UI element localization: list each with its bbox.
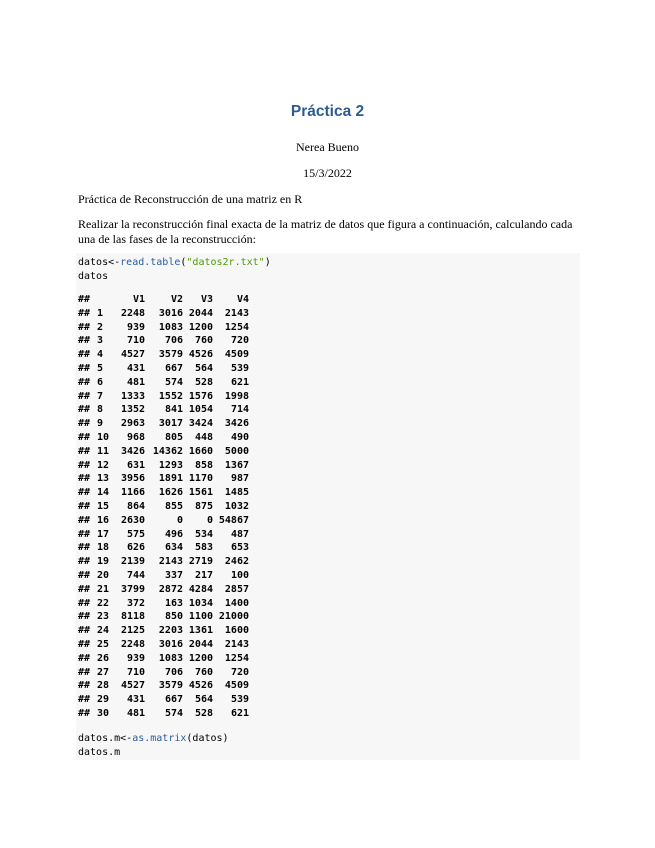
cell-v1: 631 — [126, 459, 145, 471]
row-index: 3 — [97, 335, 104, 347]
cell-v4: 1600 — [224, 625, 249, 637]
row-index: 8 — [97, 404, 104, 416]
cell-v4: 539 — [230, 362, 249, 374]
table-row — [78, 707, 249, 721]
row-index: 2 — [97, 321, 104, 333]
cell-v3: 4284 — [188, 583, 213, 595]
row-index: 18 — [97, 542, 110, 554]
table-row — [78, 362, 249, 376]
cell-v3: 564 — [194, 694, 213, 706]
cell-v2: 14362 — [152, 445, 183, 457]
cell-v1: 1333 — [121, 390, 146, 402]
table-row — [78, 555, 249, 569]
output-prefix: ## — [78, 680, 91, 692]
cell-v3: 760 — [194, 335, 213, 347]
cell-v2: 574 — [164, 376, 183, 388]
row-index: 1 — [97, 307, 104, 319]
column-header-v2: V2 — [170, 294, 183, 305]
table-row — [78, 624, 249, 638]
output-prefix: ## — [78, 611, 91, 623]
cell-v3: 1561 — [188, 487, 213, 499]
cell-v3: 3424 — [188, 418, 213, 430]
cell-v4: 490 — [230, 431, 249, 443]
cell-v1: 2963 — [121, 418, 146, 430]
table-row — [78, 417, 249, 431]
table-row — [78, 541, 249, 555]
cell-v4: 5000 — [224, 445, 249, 457]
cell-v1: 626 — [126, 542, 145, 554]
cell-v1: 431 — [126, 362, 145, 374]
cell-v1: 939 — [126, 652, 145, 664]
cell-v4: 4509 — [224, 680, 249, 692]
row-index: 5 — [97, 362, 104, 374]
output-prefix: ## — [78, 321, 91, 333]
output-prefix: ## — [78, 390, 91, 402]
cell-v2: 1083 — [158, 321, 183, 333]
cell-v2: 855 — [164, 500, 183, 512]
cell-v1: 1352 — [121, 404, 146, 416]
cell-v4: 21000 — [218, 611, 249, 623]
intro-paragraph: Práctica de Reconstrucción de una matriz en R — [78, 192, 303, 206]
cell-v3: 583 — [194, 542, 213, 554]
table-row — [78, 376, 249, 390]
cell-v3: 528 — [194, 376, 213, 388]
cell-v3: 1576 — [188, 390, 213, 402]
cell-v2: 0 — [176, 514, 183, 526]
output-prefix: ## — [78, 418, 91, 430]
row-index: 17 — [97, 528, 110, 540]
cell-v1: 1166 — [121, 487, 146, 499]
cell-v3: 858 — [194, 459, 213, 471]
cell-v1: 2139 — [121, 556, 146, 568]
code-var: datos — [78, 257, 109, 268]
table-row — [78, 403, 249, 417]
row-index: 16 — [97, 514, 110, 526]
cell-v4: 2143 — [224, 638, 249, 650]
cell-v3: 1054 — [188, 404, 213, 416]
cell-v1: 2630 — [121, 514, 146, 526]
table-row — [78, 459, 249, 473]
code-paren-close: ) — [222, 733, 229, 744]
cell-v1: 3956 — [121, 473, 146, 485]
cell-v4: 4509 — [224, 349, 249, 361]
cell-v4: 2143 — [224, 307, 249, 319]
output-prefix: ## — [78, 335, 91, 347]
cell-v1: 372 — [126, 597, 145, 609]
cell-v3: 2044 — [188, 638, 213, 650]
row-index: 14 — [97, 487, 110, 499]
cell-v4: 714 — [230, 404, 249, 416]
code-as-matrix — [78, 732, 229, 760]
code-assign-op: <- — [120, 733, 133, 744]
cell-v2: 805 — [164, 431, 183, 443]
output-prefix: ## — [78, 597, 91, 609]
cell-v3: 760 — [194, 666, 213, 678]
cell-v2: 1891 — [158, 473, 183, 485]
cell-v4: 1998 — [224, 390, 249, 402]
cell-v2: 667 — [164, 362, 183, 374]
output-prefix: ## — [78, 694, 91, 706]
row-index: 28 — [97, 680, 110, 692]
table-row — [78, 597, 249, 611]
output-prefix: ## — [78, 583, 91, 595]
row-index: 10 — [97, 431, 110, 443]
column-header-v3: V3 — [200, 294, 213, 305]
r-code-block — [76, 253, 580, 760]
cell-v2: 3579 — [158, 680, 183, 692]
document-date: 15/3/2022 — [303, 166, 352, 180]
row-index: 12 — [97, 459, 110, 471]
cell-v2: 574 — [164, 707, 183, 719]
cell-v4: 1254 — [224, 321, 249, 333]
code-read-table — [78, 256, 271, 284]
code-var: datos.m — [78, 733, 121, 744]
cell-v2: 1626 — [158, 487, 183, 499]
cell-v3: 1361 — [188, 625, 213, 637]
cell-v3: 448 — [194, 431, 213, 443]
cell-v2: 706 — [164, 666, 183, 678]
cell-v4: 1485 — [224, 487, 249, 499]
cell-v3: 4526 — [188, 349, 213, 361]
cell-v3: 534 — [194, 528, 213, 540]
cell-v3: 2719 — [188, 556, 213, 568]
cell-v2: 850 — [164, 611, 183, 623]
cell-v1: 4527 — [121, 680, 146, 692]
cell-v1: 710 — [126, 335, 145, 347]
row-index: 20 — [97, 569, 110, 581]
table-row — [78, 652, 249, 666]
output-prefix: ## — [78, 473, 91, 485]
cell-v4: 987 — [230, 473, 249, 485]
cell-v4: 3426 — [224, 418, 249, 430]
output-prefix: ## — [78, 556, 91, 568]
row-index: 25 — [97, 638, 110, 650]
cell-v2: 163 — [164, 597, 183, 609]
output-prefix: ## — [78, 528, 91, 540]
output-prefix: ## — [78, 542, 91, 554]
output-prefix: ## — [78, 307, 91, 319]
cell-v1: 4527 — [121, 349, 146, 361]
cell-v1: 744 — [126, 569, 145, 581]
code-arg: datos — [192, 733, 223, 744]
output-prefix: ## — [78, 652, 91, 664]
row-index: 22 — [97, 597, 110, 609]
cell-v2: 496 — [164, 528, 183, 540]
output-prefix: ## — [78, 404, 91, 416]
cell-v2: 2203 — [158, 625, 183, 637]
output-prefix: ## — [78, 445, 91, 457]
code-function: read.table — [120, 257, 181, 268]
row-index: 26 — [97, 652, 110, 664]
code-print-line: datos.m — [78, 746, 121, 758]
cell-v3: 0 — [206, 514, 213, 526]
cell-v1: 2125 — [121, 625, 146, 637]
table-row — [78, 486, 249, 500]
cell-v4: 1254 — [224, 652, 249, 664]
cell-v4: 621 — [230, 707, 249, 719]
cell-v2: 2872 — [158, 583, 183, 595]
output-prefix: ## — [78, 349, 91, 361]
cell-v3: 4526 — [188, 680, 213, 692]
row-index: 7 — [97, 390, 104, 402]
table-row — [78, 514, 249, 528]
output-prefix: ## — [78, 707, 91, 719]
cell-v2: 667 — [164, 694, 183, 706]
code-assign-op: <- — [108, 257, 121, 268]
output-prefix: ## — [78, 625, 91, 637]
table-row — [78, 472, 249, 486]
cell-v4: 54867 — [218, 514, 249, 526]
cell-v2: 706 — [164, 335, 183, 347]
cell-v4: 2857 — [224, 583, 249, 595]
cell-v3: 217 — [194, 569, 213, 581]
output-prefix: ## — [78, 514, 91, 526]
cell-v4: 1367 — [224, 459, 249, 471]
column-header-v4: V4 — [236, 294, 249, 305]
table-row — [78, 679, 249, 693]
cell-v4: 621 — [230, 376, 249, 388]
column-header-v1: V1 — [132, 294, 145, 305]
row-index: 30 — [97, 707, 110, 719]
output-prefix: ## — [78, 294, 91, 305]
table-row — [78, 334, 249, 348]
cell-v1: 939 — [126, 321, 145, 333]
row-index: 9 — [97, 418, 104, 430]
cell-v2: 1083 — [158, 652, 183, 664]
row-index: 29 — [97, 694, 110, 706]
table-row — [78, 445, 249, 459]
cell-v2: 337 — [164, 569, 183, 581]
cell-v2: 634 — [164, 542, 183, 554]
cell-v2: 1293 — [158, 459, 183, 471]
cell-v4: 720 — [230, 666, 249, 678]
cell-v1: 481 — [126, 376, 145, 388]
code-paren-open: ( — [186, 733, 193, 744]
output-prefix: ## — [78, 376, 91, 388]
cell-v1: 2248 — [121, 638, 146, 650]
table-row — [78, 666, 249, 680]
table-row — [78, 500, 249, 514]
cell-v2: 3016 — [158, 638, 183, 650]
cell-v4: 1400 — [224, 597, 249, 609]
table-row — [78, 693, 249, 707]
cell-v1: 710 — [126, 666, 145, 678]
table-row — [78, 390, 249, 404]
cell-v1: 3799 — [121, 583, 146, 595]
row-index: 15 — [97, 500, 110, 512]
cell-v4: 2462 — [224, 556, 249, 568]
cell-v1: 8118 — [121, 611, 146, 623]
document-title: Práctica 2 — [290, 103, 365, 120]
cell-v4: 1032 — [224, 500, 249, 512]
cell-v3: 1100 — [188, 611, 213, 623]
cell-v3: 1200 — [188, 321, 213, 333]
cell-v2: 2143 — [158, 556, 183, 568]
output-prefix: ## — [78, 638, 91, 650]
row-index: 13 — [97, 473, 110, 485]
output-prefix: ## — [78, 487, 91, 499]
row-index: 21 — [97, 583, 110, 595]
code-paren-close: ) — [264, 257, 271, 268]
table-row — [78, 348, 249, 362]
output-prefix: ## — [78, 459, 91, 471]
cell-v2: 3579 — [158, 349, 183, 361]
row-index: 19 — [97, 556, 110, 568]
cell-v1: 431 — [126, 694, 145, 706]
cell-v1: 968 — [126, 431, 145, 443]
table-row — [78, 431, 249, 445]
cell-v2: 1552 — [158, 390, 183, 402]
code-string-arg: "datos2r.txt" — [186, 257, 265, 268]
cell-v2: 3017 — [158, 418, 183, 430]
table-row — [78, 583, 249, 597]
cell-v3: 564 — [194, 362, 213, 374]
output-header-row — [78, 293, 249, 307]
cell-v3: 1200 — [188, 652, 213, 664]
cell-v1: 3426 — [121, 445, 146, 457]
instructions-paragraph: Realizar la reconstrucción final exacta de la matriz de datos que figura a continuación, calculando cada una de las fases de la reconstrucción: — [78, 217, 573, 246]
table-row — [78, 638, 249, 652]
output-prefix: ## — [78, 666, 91, 678]
cell-v4: 539 — [230, 694, 249, 706]
cell-v2: 3016 — [158, 307, 183, 319]
cell-v1: 864 — [126, 500, 145, 512]
output-prefix: ## — [78, 431, 91, 443]
row-index: 4 — [97, 349, 104, 361]
table-row — [78, 321, 249, 335]
cell-v4: 720 — [230, 335, 249, 347]
author-name: Nerea Bueno — [296, 140, 359, 154]
cell-v3: 1034 — [188, 597, 213, 609]
code-print-line: datos — [78, 270, 109, 282]
cell-v4: 100 — [230, 569, 249, 581]
cell-v3: 1170 — [188, 473, 213, 485]
cell-v2: 841 — [164, 404, 183, 416]
row-index: 23 — [97, 611, 110, 623]
cell-v3: 2044 — [188, 307, 213, 319]
cell-v1: 575 — [126, 528, 145, 540]
row-index: 11 — [97, 445, 110, 457]
table-row — [78, 528, 249, 542]
cell-v3: 1660 — [188, 445, 213, 457]
cell-v1: 481 — [126, 707, 145, 719]
row-index: 24 — [97, 625, 110, 637]
table-row — [78, 610, 249, 624]
code-paren-open: ( — [180, 257, 187, 268]
table-row — [78, 307, 249, 321]
row-index: 6 — [97, 376, 104, 388]
cell-v4: 653 — [230, 542, 249, 554]
row-index: 27 — [97, 666, 110, 678]
output-prefix: ## — [78, 362, 91, 374]
output-prefix: ## — [78, 500, 91, 512]
output-table — [78, 293, 249, 721]
cell-v3: 875 — [194, 500, 213, 512]
cell-v4: 487 — [230, 528, 249, 540]
cell-v1: 2248 — [121, 307, 146, 319]
table-row — [78, 569, 249, 583]
cell-v3: 528 — [194, 707, 213, 719]
output-prefix: ## — [78, 569, 91, 581]
code-function: as.matrix — [132, 733, 187, 744]
